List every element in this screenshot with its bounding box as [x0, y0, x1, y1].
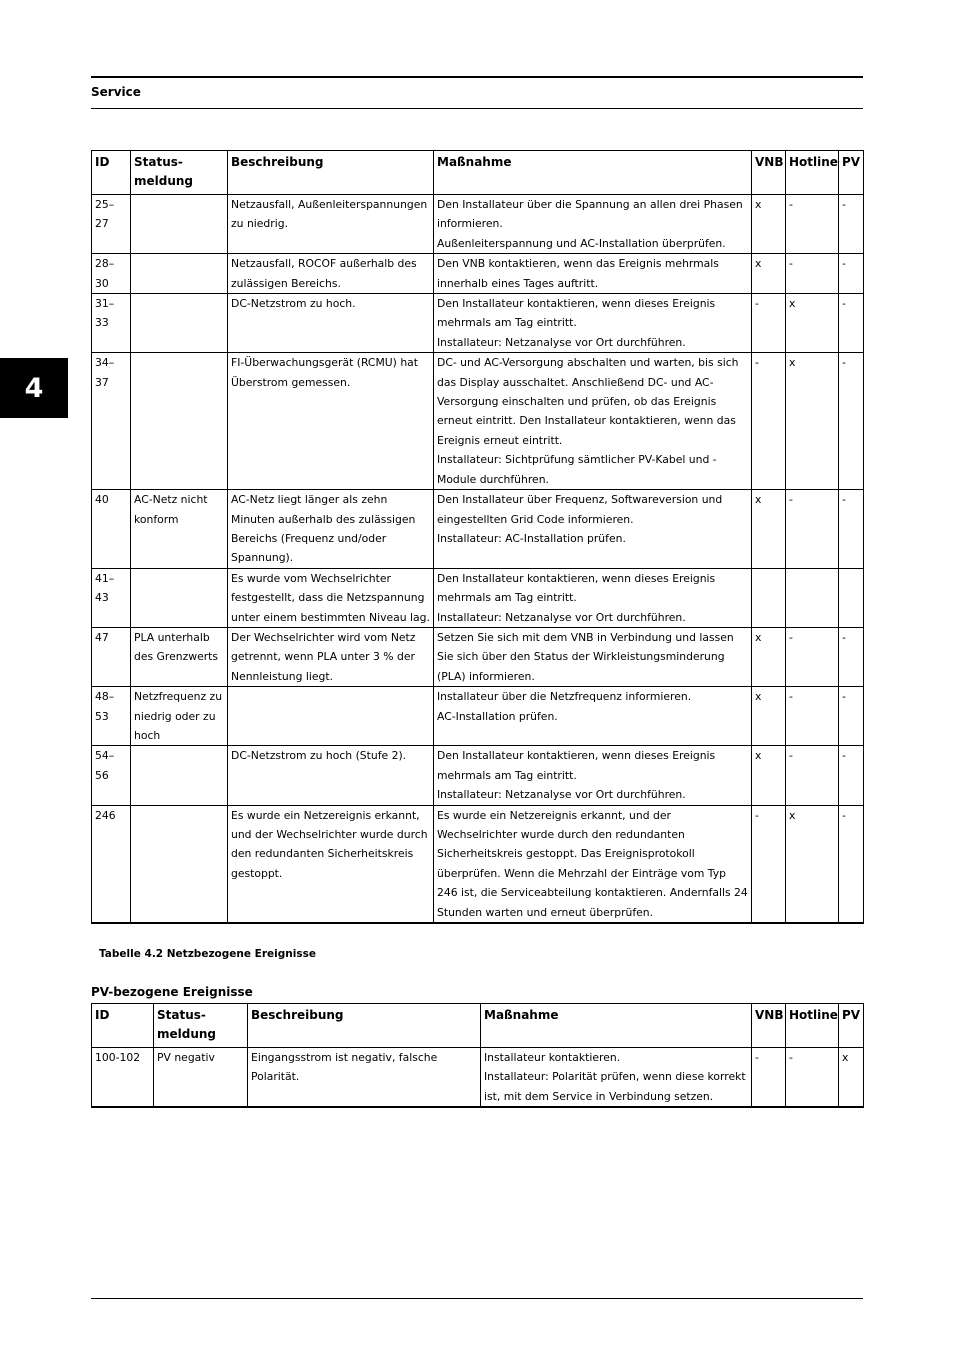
cell-vnb: x — [752, 687, 786, 746]
table-row — [92, 746, 864, 805]
status-header: Status- meldung — [154, 1004, 248, 1048]
cell-id: 48– 53 — [92, 687, 131, 746]
cell-id: 31– 33 — [92, 294, 131, 353]
massnahme-header: Maßnahme — [434, 151, 752, 195]
footer-rule — [91, 1298, 863, 1299]
table-row — [92, 805, 864, 923]
table-row — [92, 627, 864, 686]
status-header: Status- meldung — [131, 151, 228, 195]
massnahme-header: Maßnahme — [481, 1004, 752, 1048]
hotline-header: Hotline — [786, 151, 839, 195]
table-row — [92, 490, 864, 569]
id-header: ID — [92, 1004, 154, 1048]
table-row — [92, 1048, 864, 1108]
cell-status: AC-Netz nicht konform — [131, 490, 228, 569]
cell-beschreibung: Der Wechselrichter wird vom Netz getrennt, wenn PLA unter 3 % der Nennleistung liegt. — [228, 627, 434, 686]
cell-hotline — [786, 568, 839, 627]
table-row — [92, 687, 864, 746]
beschreibung-header: Beschreibung — [248, 1004, 481, 1048]
id-header: ID — [92, 151, 131, 195]
vnb-header: VNB — [752, 151, 786, 195]
header-bottom-rule — [91, 108, 863, 109]
cell-status — [131, 746, 228, 805]
cell-hotline: - — [786, 490, 839, 569]
header-row — [92, 151, 864, 195]
cell-massnahme: Den Installateur kontaktieren, wenn dieses Ereignis mehrmals am Tag eintritt. Installateur: Netzanalyse vor Ort durchführen. — [434, 746, 752, 805]
cell-beschreibung: Eingangsstrom ist negativ, falsche Polarität. — [248, 1048, 481, 1108]
grid-events-table — [91, 150, 864, 924]
table-row — [92, 353, 864, 490]
cell-massnahme: Den Installateur kontaktieren, wenn dieses Ereignis mehrmals am Tag eintritt. Installateur: Netzanalyse vor Ort durchführen. — [434, 568, 752, 627]
cell-massnahme: Den VNB kontaktieren, wenn das Ereignis mehrmals innerhalb eines Tages auftritt. — [434, 254, 752, 294]
cell-status — [131, 195, 228, 254]
cell-massnahme: Installateur über die Netzfrequenz informieren. AC-Installation prüfen. — [434, 687, 752, 746]
cell-beschreibung: DC-Netzstrom zu hoch. — [228, 294, 434, 353]
pv-header: PV — [839, 151, 864, 195]
cell-beschreibung — [228, 687, 434, 746]
cell-massnahme: Den Installateur kontaktieren, wenn dieses Ereignis mehrmals am Tag eintritt. Installateur: Netzanalyse vor Ort durchführen. — [434, 294, 752, 353]
cell-massnahme: Den Installateur über die Spannung an allen drei Phasen informieren. Außenleiterspannung und AC-Installation überprüfen. — [434, 195, 752, 254]
cell-beschreibung: Es wurde ein Netzereignis erkannt, und der Wechselrichter wurde durch den redundanten Sicherheitskreis gestoppt. — [228, 805, 434, 923]
table-row — [92, 568, 864, 627]
cell-vnb: x — [752, 254, 786, 294]
cell-id: 47 — [92, 627, 131, 686]
cell-status: PLA unterhalb des Grenzwerts — [131, 627, 228, 686]
cell-massnahme: Setzen Sie sich mit dem VNB in Verbindung und lassen Sie sich über den Status der Wirkleistungsminderung (PLA) informieren. — [434, 627, 752, 686]
cell-vnb: x — [752, 627, 786, 686]
cell-id: 54– 56 — [92, 746, 131, 805]
cell-vnb: - — [752, 353, 786, 490]
cell-beschreibung: FI-Überwachungsgerät (RCMU) hat Überstrom gemessen. — [228, 353, 434, 490]
header-top-rule — [91, 76, 863, 78]
table-row — [92, 195, 864, 254]
cell-vnb: - — [752, 294, 786, 353]
cell-pv: - — [839, 805, 864, 923]
section-header: Service — [91, 85, 141, 99]
cell-id: 246 — [92, 805, 131, 923]
cell-vnb: - — [752, 805, 786, 923]
cell-pv: - — [839, 627, 864, 686]
cell-vnb — [752, 568, 786, 627]
cell-pv: - — [839, 195, 864, 254]
cell-id: 40 — [92, 490, 131, 569]
cell-massnahme: Installateur kontaktieren. Installateur: Polarität prüfen, wenn diese korrekt ist, mit dem Service in Verbindung setzen. — [481, 1048, 752, 1108]
cell-massnahme: Es wurde ein Netzereignis erkannt, und der Wechselrichter wurde durch den redundanten Sicherheitskreis gestoppt. Das Ereignisprotokoll überprüfen. Wenn die Mehrzahl der Einträge vom Typ 246 ist, die Serviceabteilung kontaktieren. Andernfalls 24 Stunden warten und erneut überprüfen. — [434, 805, 752, 923]
pv-events-table — [91, 1003, 864, 1108]
pv-section-title: PV-bezogene Ereignisse — [91, 985, 253, 999]
cell-beschreibung: DC-Netzstrom zu hoch (Stufe 2). — [228, 746, 434, 805]
cell-vnb: x — [752, 195, 786, 254]
cell-hotline: - — [786, 627, 839, 686]
cell-hotline: - — [786, 1048, 839, 1108]
cell-status — [131, 353, 228, 490]
cell-massnahme: DC- und AC-Versorgung abschalten und warten, bis sich das Display ausschaltet. Anschließend DC- und AC-Versorgung einschalten und prüfen, ob das Ereignis erneut eintritt. Den Installateur kontaktieren, wenn das Ereignis erneut eintritt. Installateur: Sichtprüfung sämtlicher PV-Kabel und -Module durchführen. — [434, 353, 752, 490]
cell-vnb: - — [752, 1048, 786, 1108]
cell-status — [131, 805, 228, 923]
cell-beschreibung: AC-Netz liegt länger als zehn Minuten außerhalb des zulässigen Bereichs (Frequenz und/oder Spannung). — [228, 490, 434, 569]
cell-pv: - — [839, 353, 864, 490]
table-row — [92, 254, 864, 294]
cell-vnb: x — [752, 490, 786, 569]
cell-pv: - — [839, 294, 864, 353]
chapter-tab: 4 — [0, 358, 68, 418]
cell-id: 28– 30 — [92, 254, 131, 294]
cell-hotline: - — [786, 195, 839, 254]
cell-pv: - — [839, 490, 864, 569]
cell-vnb: x — [752, 746, 786, 805]
cell-id: 100-102 — [92, 1048, 154, 1108]
cell-beschreibung: Netzausfall, ROCOF außerhalb des zulässigen Bereichs. — [228, 254, 434, 294]
cell-hotline: x — [786, 353, 839, 490]
cell-status — [131, 294, 228, 353]
cell-pv: - — [839, 254, 864, 294]
cell-hotline: - — [786, 746, 839, 805]
cell-beschreibung: Es wurde vom Wechselrichter festgestellt, dass die Netzspannung unter einem bestimmten Niveau lag. — [228, 568, 434, 627]
pv-header: PV — [839, 1004, 864, 1048]
beschreibung-header: Beschreibung — [228, 151, 434, 195]
cell-status — [131, 254, 228, 294]
hotline-header: Hotline — [786, 1004, 839, 1048]
cell-hotline: - — [786, 687, 839, 746]
cell-hotline: x — [786, 294, 839, 353]
table-row — [92, 294, 864, 353]
cell-pv: x — [839, 1048, 864, 1108]
cell-status: Netzfrequenz zu niedrig oder zu hoch — [131, 687, 228, 746]
cell-status — [131, 568, 228, 627]
header-row — [92, 1004, 864, 1048]
cell-pv: - — [839, 687, 864, 746]
cell-hotline: - — [786, 254, 839, 294]
cell-id: 41– 43 — [92, 568, 131, 627]
vnb-header: VNB — [752, 1004, 786, 1048]
cell-pv — [839, 568, 864, 627]
cell-pv: - — [839, 746, 864, 805]
cell-id: 34– 37 — [92, 353, 131, 490]
cell-massnahme: Den Installateur über Frequenz, Softwareversion und eingestellten Grid Code informieren. Installateur: AC-Installation prüfen. — [434, 490, 752, 569]
cell-id: 25– 27 — [92, 195, 131, 254]
cell-hotline: x — [786, 805, 839, 923]
cell-status: PV negativ — [154, 1048, 248, 1108]
cell-beschreibung: Netzausfall, Außenleiterspannungen zu niedrig. — [228, 195, 434, 254]
table-caption: Tabelle 4.2 Netzbezogene Ereignisse — [99, 948, 316, 960]
